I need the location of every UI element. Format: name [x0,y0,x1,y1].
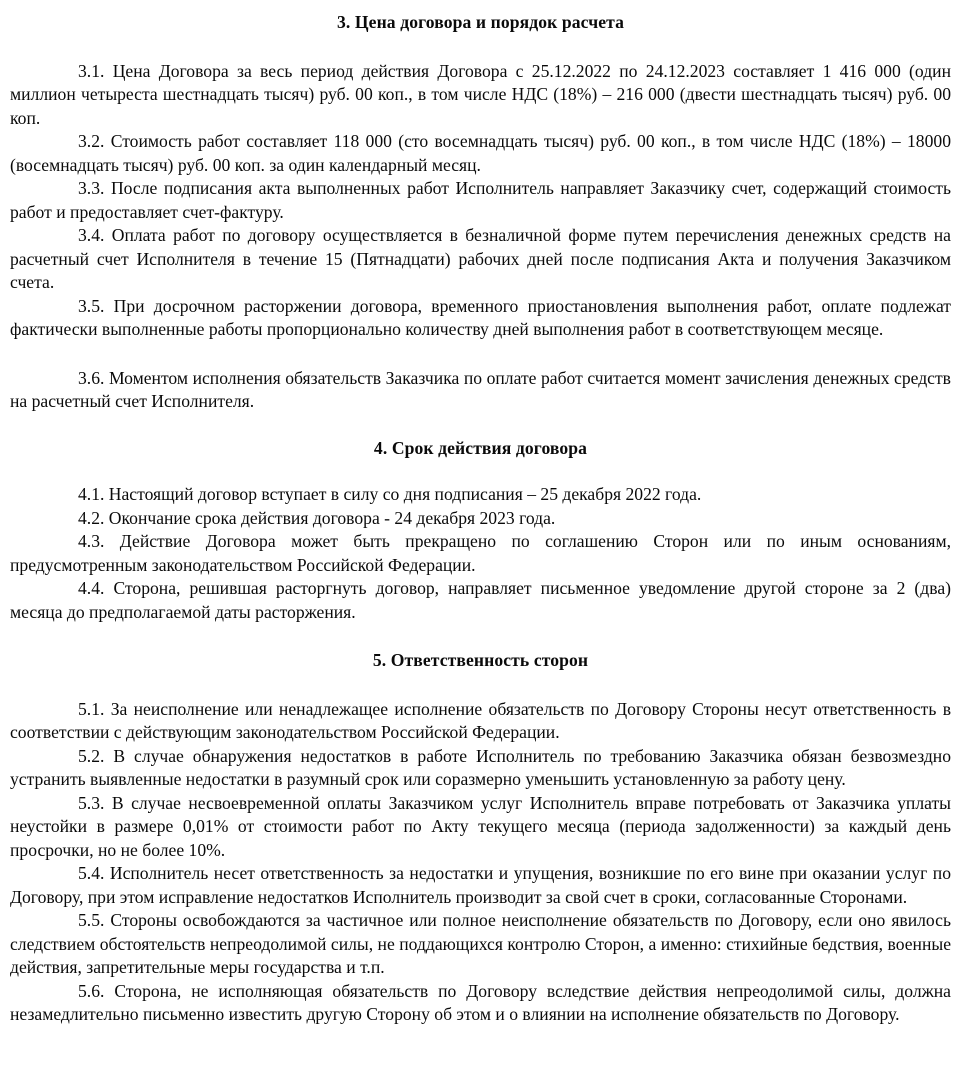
spacer-before-clause-3-6 [10,342,951,367]
clause-3-5: 3.5. При досрочном расторжении договора, временного приостановления выполнения работ, оплате подлежат фактически выполненные работы пропорционально количеству дней выполнения работ в соответствующем месяце. [10,295,951,339]
section-4-heading: 4. Срок действия договора [373,437,588,458]
clause-3-3: 3.3. После подписания акта выполненных работ Исполнитель направляет Заказчику счет, содержащий стоимость работ и предоставляет счет-фактуру. [10,178,951,222]
spacer-after-section-3-heading [10,35,951,60]
clause-4-4: 4.4. Сторона, решившая расторгнуть договор, направляет письменное уведомление другой стороне за 2 (два) месяца до предполагаемой даты расторжения. [10,578,951,622]
clause-3-1: 3.1. Цена Договора за весь период действия Договора с 25.12.2022 по 24.12.2023 составляет 1 416 000 (один миллион четыреста шестнадцать тысяч) руб. 00 коп., в том числе НДС (18%) – 216 000 (двести шестнадцать тысяч) руб. 00 коп. [10,60,951,128]
clause-3-4: 3.4. Оплата работ по договору осуществляется в безналичной форме путем перечисления денежных средств на расчетный счет Исполнителя в течение 15 (Пятнадцати) рабочих дней после подписания Акта и получения Заказчиком счета. [10,225,951,292]
spacer-top [10,0,951,11]
clause-3-6: 3.6. Моментом исполнения обязательств Заказчика по оплате работ считается момент зачисления денежных средств на расчетный счет Исполнителя. [10,367,951,411]
spacer-before-section-5-heading [10,624,951,649]
clause-5-4: 5.4. Исполнитель несет ответственность за недостатки и упущения, возникшие по его вине при оказании услуг по Договору, при этом исправление недостатков Исполнитель производит за свой счет в сроки, согласованные Сторонами. [10,863,951,907]
spacer-after-section-4-heading [10,460,951,483]
clause-5-1: 5.1. За неисполнение или ненадлежащее исполнение обязательств по Договору Стороны несут ответственность в соответствии с действующим законодательством Российской Федерации. [10,698,951,742]
section-5-heading: 5. Ответственность сторон [372,650,589,670]
clause-5-5: 5.5. Стороны освобождаются за частичное или полное неисполнение обязательств по Договору, если оно явилось следствием обстоятельств непреодолимой силы, не поддающихся контролю Сторон, а именно: стихийные бедствия, военные действия, запретительные меры государства и т.п. [10,910,951,977]
clause-3-2: 3.2. Стоимость работ составляет 118 000 (сто восемнадцать тысяч) руб. 00 коп., в том числе НДС (18%) – 18000 (восемнадцать тысяч) руб. 00 коп. за один календарный месяц. [10,131,951,175]
clause-5-6: 5.6. Сторона, не исполняющая обязательств по Договору вследствие действия непреодолимой силы, должна незамедлительно письменно известить другую Сторону об этом и о влиянии на исполнение обязательств по Договору. [10,980,951,1024]
spacer-before-section-4-heading [10,414,951,437]
spacer-after-section-5-heading [10,673,951,698]
clause-4-3: 4.3. Действие Договора может быть прекращено по соглашению Сторон или по иным основаниям, предусмотренным законодательством Российской Федерации. [10,531,951,575]
section-3-heading: 3. Цена договора и порядок расчета [336,12,624,32]
clause-4-2: 4.2. Окончание срока действия договора - 24 декабря 2023 года. [78,507,556,528]
document-body [10,0,951,1027]
clause-5-2: 5.2. В случае обнаружения недостатков в работе Исполнитель по требованию Заказчика обязан безвозмездно устранить выявленные недостатки в разумный срок или соразмерно уменьшить установленную за работу цену. [10,745,951,789]
clause-5-3: 5.3. В случае несвоевременной оплаты Заказчиком услуг Исполнитель вправе потребовать от Заказчика уплаты неустойки в размере 0,01% от стоимости работ по Акту текущего месяца (периода задолженности) за каждый день просрочки, но не более 10%. [10,792,951,860]
clause-4-1: 4.1. Настоящий договор вступает в силу со дня подписания – 25 декабря 2022 года. [78,484,702,504]
